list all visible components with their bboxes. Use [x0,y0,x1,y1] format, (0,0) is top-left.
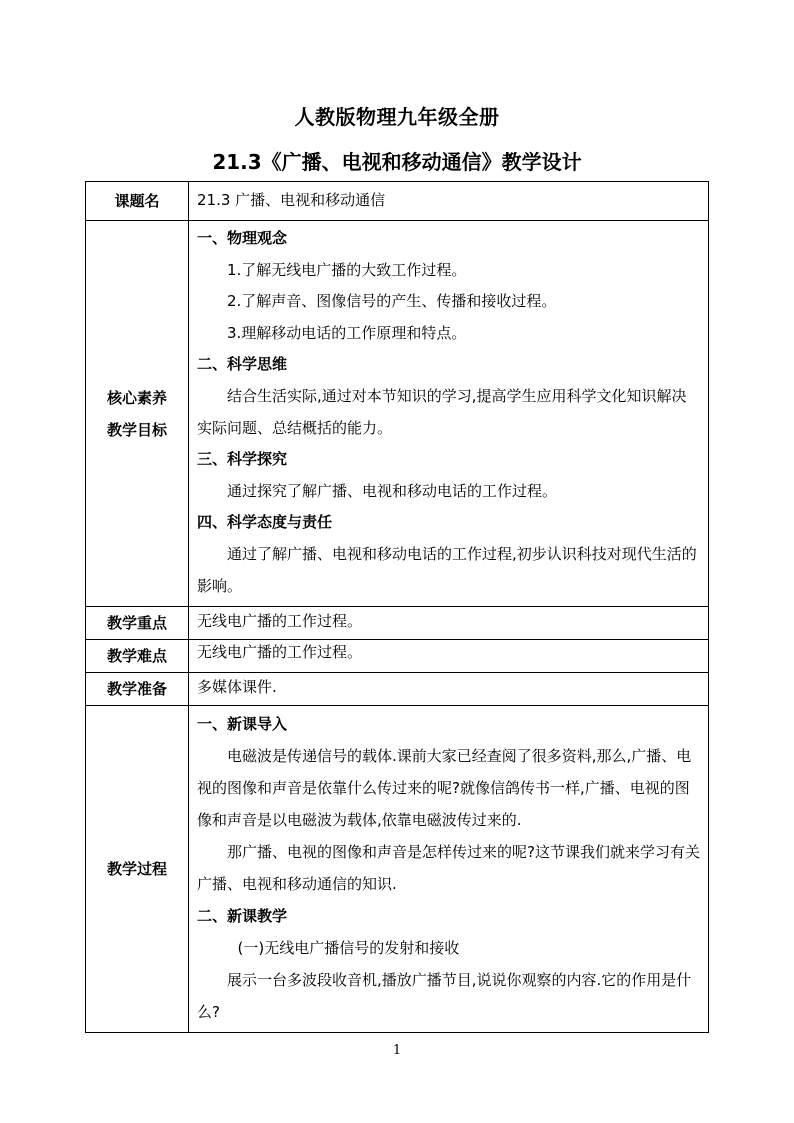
process-section2-text: 展示一台多波段收音机,播放广播节目,说说你观察的内容.它的作用是什么? [197,971,692,1022]
table-row-key-point [86,607,709,640]
goals-section3-heading: 三、科学探究 [197,450,288,469]
process-section1-text2: 那广播、电视的图像和声音是怎样传过来的呢?这节课我们就来学习有关广播、电视和移动通信的知识. [197,843,700,894]
document-title: 人教版物理九年级全册 [294,105,500,129]
process-content [189,706,709,1033]
table-row-difficulty [86,640,709,673]
label-preparation: 教学准备 [86,673,189,706]
lesson-plan-table [85,181,709,1033]
goals-item2: 2.了解声音、图像信号的产生、传播和接收过程。 [227,292,557,311]
label-difficulty: 教学难点 [86,640,189,673]
goals-section4-heading: 四、科学态度与责任 [197,513,333,532]
label-goals-line1: 核心素养 [106,388,167,407]
label-goals-line2: 教学目标 [106,420,167,439]
process-section1-heading: 一、新课导入 [197,715,288,734]
table-row-process [86,706,709,1033]
process-section2-heading: 二、新课教学 [197,907,288,926]
document-subtitle: 21.3《广播、电视和移动通信》教学设计 [212,150,582,174]
table-row-goals [86,221,709,607]
page-number: 1 [392,1043,402,1058]
goals-section2-heading: 二、科学思维 [197,355,288,374]
value-topic: 21.3 广播、电视和移动通信 [189,182,709,221]
process-section2-subheading: (一)无线电广播信号的发射和接收 [237,939,460,958]
goals-item1: 1.了解无线电广播的大致工作过程。 [227,260,467,279]
value-key-point: 无线电广播的工作过程。 [189,607,709,640]
goals-item3: 3.理解移动电话的工作原理和特点。 [227,323,467,342]
goals-section3-text: 通过探究了解广播、电视和移动电话的工作过程。 [227,481,558,500]
label-key-point: 教学重点 [86,607,189,640]
goals-section4-text: 通过了解广播、电视和移动电话的工作过程,初步认识科技对现代生活的影响。 [197,544,697,595]
goals-content [189,221,709,607]
label-topic: 课题名 [86,182,189,221]
value-preparation: 多媒体课件. [189,673,709,706]
process-section1-text1: 电磁波是传递信号的载体.课前大家已经查阅了很多资料,那么,广播、电视的图像和声音是依靠什么传过来的呢?就像信鸽传书一样,广播、电视的图像和声音是以电磁波为载体,依靠电磁波传过来的. [197,747,692,830]
goals-section1-heading: 一、物理观念 [197,229,288,247]
table-row-topic [86,182,709,221]
label-process: 教学过程 [86,706,189,1033]
value-difficulty: 无线电广播的工作过程。 [189,640,709,673]
label-goals [86,221,189,607]
table-row-preparation [86,673,709,706]
goals-section2-text: 结合生活实际,通过对本节知识的学习,提高学生应用科学文化知识解决实际问题、总结概括的能力。 [197,386,687,437]
